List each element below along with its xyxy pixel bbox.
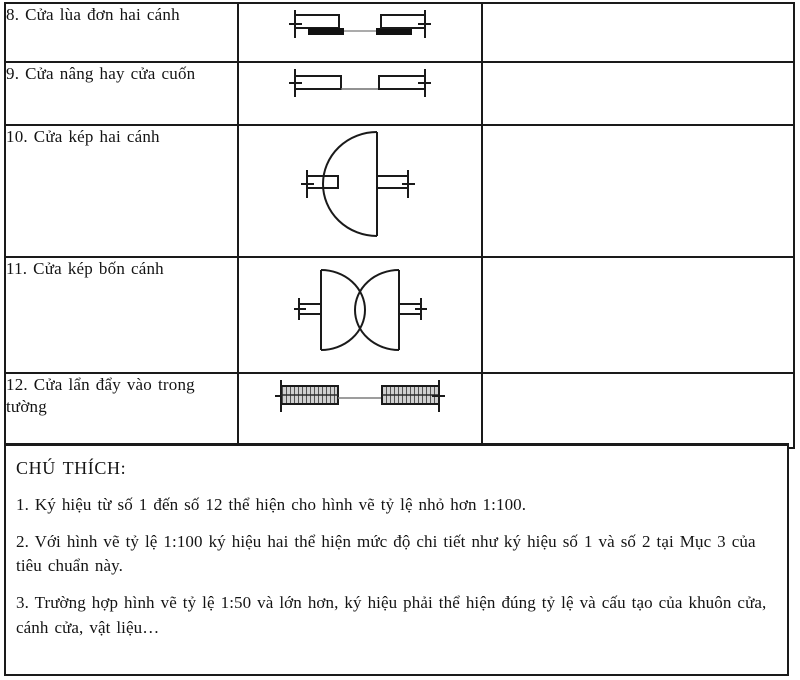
symbol-label: 11. Cửa kép bốn cánh <box>6 259 164 278</box>
notes-title: CHÚ THÍCH: <box>16 458 127 478</box>
sliding-double-leaf-door-symbol <box>239 4 481 48</box>
symbol-label: 10. Cửa kép hai cánh <box>6 127 160 146</box>
notes-section <box>4 443 789 676</box>
empty-note-cell <box>482 62 794 125</box>
table-row <box>5 125 794 257</box>
note-item-2: 2. Với hình vẽ tỷ lệ 1:100 ký hiệu hai thể hiện mức độ chi tiết như ký hiệu số 1 và số 2 tại Mục 3 của tiêu chuẩn này. <box>16 532 756 576</box>
symbol-drawing-cell <box>238 373 482 448</box>
note-item-3: 3. Trường hợp hình vẽ tỷ lệ 1:50 và lớn hơn, ký hiệu phải thể hiện đúng tỷ lệ và cấu tạo của khuôn cửa, cánh cửa, vật liệu… <box>16 593 767 637</box>
symbol-name-cell <box>5 373 238 448</box>
symbol-label: 12. Cửa lẩn đẩy vào trong tường <box>6 375 195 417</box>
symbol-name-cell <box>5 125 238 257</box>
lifting-or-rolling-door-symbol <box>239 63 481 107</box>
symbol-drawing-cell <box>238 257 482 373</box>
table-row <box>5 3 794 62</box>
symbol-label: 9. Cửa nâng hay cửa cuốn <box>6 64 196 83</box>
symbol-drawing-cell <box>238 62 482 125</box>
symbol-name-cell <box>5 3 238 62</box>
empty-note-cell <box>482 3 794 62</box>
table-row <box>5 62 794 125</box>
table-row <box>5 257 794 373</box>
symbol-name-cell <box>5 257 238 373</box>
empty-note-cell <box>482 125 794 257</box>
note-item-1: 1. Ký hiệu từ số 1 đến số 12 thể hiện cho hình vẽ tỷ lệ nhỏ hơn 1:100. <box>16 495 527 514</box>
empty-note-cell <box>482 257 794 373</box>
symbol-name-cell <box>5 62 238 125</box>
symbol-drawing-cell <box>238 3 482 62</box>
double-door-two-leaf-symbol <box>239 126 481 242</box>
double-door-four-leaf-symbol <box>239 258 481 362</box>
empty-note-cell <box>482 373 794 448</box>
symbol-label: 8. Cửa lùa đơn hai cánh <box>6 5 180 24</box>
table-row <box>5 373 794 448</box>
door-symbol-table <box>4 2 795 449</box>
symbol-drawing-cell <box>238 125 482 257</box>
pocket-sliding-door-symbol <box>239 374 481 420</box>
